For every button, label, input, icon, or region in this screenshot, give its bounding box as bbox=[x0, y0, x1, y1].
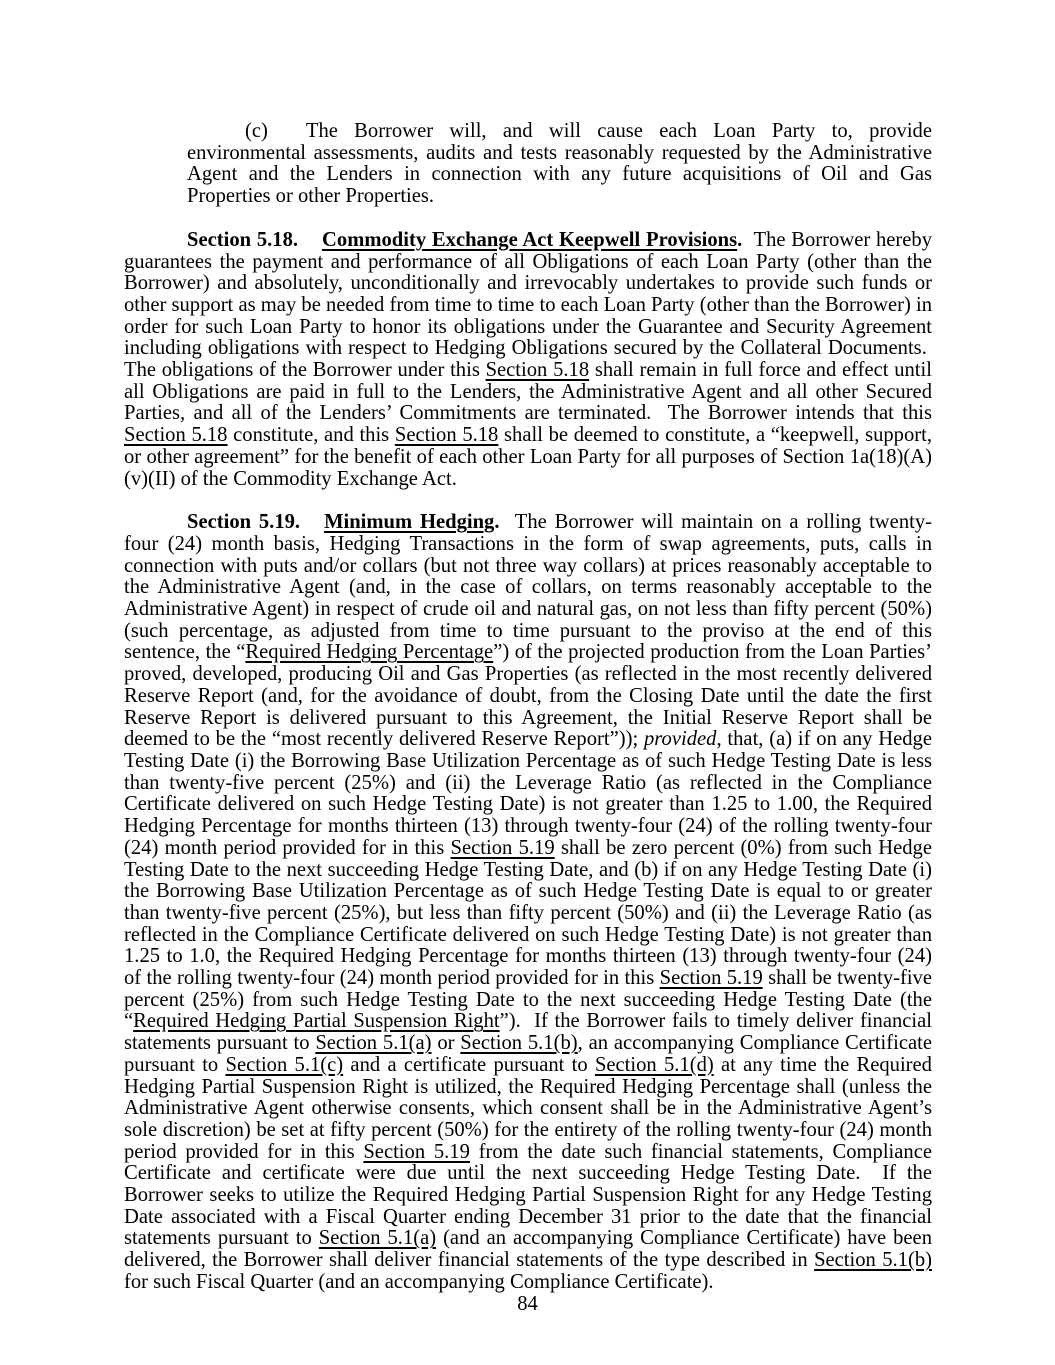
body-text-run: shall be zero percent (0%) from such Hedge Testing Date to the next succeeding Hedge Testing Date, and (b) if on any Hedge Testing Date (i) the Borrowing Base Utilization Percentage as of such Hedge Testing Date is equal to or greater than twenty-five percent (25%), but less than fifty percent (50%) and (ii) the Leverage Ratio (as reflected in the Compliance Certificate delivered on such Hedge Testing Date) is not greater than 1.25 to 1.0, the Required Hedging Percentage for months thirteen (13) through twenty-four (24) of the rolling twenty-four (24) month period provided for in this bbox=[124, 836, 932, 990]
body-text-run: from the date such financial statements, Compliance Certificate and certificate were due until the next succeeding Hedge Testing Date. If the Borrower seeks to utilize the Required Hedging Partial Suspension Right for any Hedge Testing Date associated with a Fiscal Quarter ending December 31 prior to the date that the financial statements pursuant to bbox=[124, 1140, 932, 1250]
section-5-18-ref: Section 5.18 bbox=[124, 424, 228, 447]
section-5-1a-ref: Section 5.1(a) bbox=[318, 1227, 437, 1250]
body-text-run: , that, (a) if on any Hedge Testing Date (i) the Borrowing Base Utilization Percentage as of such Hedge Testing Date is less than twenty-five percent (25%) and (ii) the Leverage Ratio (as reflected in the Compliance Certificate delivered on such Hedge Testing Date) is not greater than 1.25 to 1.00, the Required Hedging Percentage for months thirteen (13) through twenty-four (24) of the rolling twenty-four (24) month period provided for in this bbox=[124, 728, 932, 859]
body-text-run: and a certificate pursuant to bbox=[343, 1053, 595, 1076]
clause-c-text: The Borrower will, and will cause each Loan Party to, provide environmental assessments, audits and tests reasonably requested by the Administrative Agent and the Lenders in connection with any future acquisitions of Oil and Gas Properties or other Properties. bbox=[187, 120, 932, 208]
section-5-19-ref: Section 5.19 bbox=[363, 1140, 470, 1163]
body-text-run: shall remain in full force and effect until all Obligations are paid in full to the Lenders, the Administrative Agent and all other Secured Parties, and all of the Lenders’ Commitments are terminated. The Borrower intends that this bbox=[124, 359, 932, 425]
section-5-1b-ref: Section 5.1(b) bbox=[460, 1032, 578, 1055]
paragraph-clause-c bbox=[187, 121, 932, 208]
provided-emphasis: provided bbox=[644, 728, 717, 751]
required-hedging-partial-suspension-right-term: Required Hedging Partial Suspension Right bbox=[133, 1010, 500, 1033]
section-5-1d-ref: Section 5.1(d) bbox=[594, 1053, 714, 1076]
body-text-run: for such Fiscal Quarter (and an accompanying Compliance Certificate). bbox=[124, 1270, 714, 1293]
section-5-18-label: Section 5.18. bbox=[187, 228, 299, 251]
section-5-1b-ref: Section 5.1(b) bbox=[814, 1249, 932, 1272]
section-5-19-label: Section 5.19. bbox=[187, 511, 301, 534]
section-5-18-ref: Section 5.18 bbox=[394, 424, 499, 447]
section-5-18-heading: Commodity Exchange Act Keepwell Provisions bbox=[322, 228, 738, 251]
body-text-run: ”). If the Borrower fails to timely deliver financial statements pursuant to bbox=[124, 1010, 932, 1055]
required-hedging-percentage-term: Required Hedging Percentage bbox=[245, 641, 494, 664]
body-text-run: ”) of the projected production from the Loan Parties’ proved, developed, producing Oil and Gas Properties (as reflected in the most recently delivered Reserve Report (and, for the avoidance of doubt, from the Closing Date until the date the first Reserve Report is delivered pursuant to this Agreement, the Initial Reserve Report shall be deemed to be the “most recently delivered Reserve Report”)); bbox=[124, 641, 932, 751]
paragraph-section-5-18 bbox=[124, 230, 932, 490]
body-text-run: constitute, and this bbox=[227, 424, 395, 447]
section-5-19-ref: Section 5.19 bbox=[659, 967, 763, 990]
page-content bbox=[124, 121, 932, 1294]
body-text-run: or bbox=[431, 1032, 461, 1055]
section-5-18-ref: Section 5.18 bbox=[485, 359, 590, 382]
paragraph-section-5-19 bbox=[124, 512, 932, 1293]
body-text-run: , an accompanying Compliance Certificate pursuant to bbox=[124, 1032, 932, 1076]
clause-c-label: (c) bbox=[245, 120, 268, 142]
page-number: 84 bbox=[517, 1293, 538, 1315]
section-5-19-heading: Minimum Hedging bbox=[324, 511, 495, 534]
body-text-run: shall be twenty-five percent (25%) from such Hedge Testing Date to the next succeeding Hedge Testing Date (the “ bbox=[124, 967, 932, 1033]
heading-period: . bbox=[494, 511, 500, 534]
section-5-1a-ref: Section 5.1(a) bbox=[315, 1032, 432, 1055]
body-text-run: The Borrower will maintain on a rolling twenty-four (24) month basis, Hedging Transactions in the form of swap agreements, puts, calls in connection with puts and/or collars (but not three way collars) at prices reasonably acceptable to the Administrative Agent (and, in the case of collars, on terms reasonably acceptable to the Administrative Agent) in respect of crude oil and natural gas, on not less than fifty percent (50%) (such percentage, as adjusted from time to time pursuant to the proviso at the end of this sentence, the “ bbox=[124, 511, 932, 664]
body-text-run: The Borrower hereby guarantees the payment and performance of all Obligations of each Loan Party (other than the Borrower) and absolutely, unconditionally and irrevocably undertakes to provide such funds or other support as may be needed from time to time to each Loan Party (other than the Borrower) in order for such Loan Party to honor its obligations under the Guarantee and Security Agreement including obligations with respect to Hedging Obligations secured by the Collateral Documents. The obligations of the Borrower under this bbox=[124, 228, 932, 382]
section-5-1c-ref: Section 5.1(c) bbox=[225, 1053, 344, 1076]
section-5-19-ref: Section 5.19 bbox=[450, 836, 555, 859]
body-text-run: shall be deemed to constitute, a “keepwell, support, or other agreement” for the benefit of each other Loan Party for all purposes of Section 1a(18)(A)(v)(II) of the Commodity Exchange Act. bbox=[124, 424, 932, 490]
body-text-run: at any time the Required Hedging Partial Suspension Right is utilized, the Required Hedging Percentage shall (unless the Administrative Agent otherwise consents, which consent shall be in the Administrative Agent’s sole discretion) be set at fifty percent (50%) for the entirety of the rolling twenty-four (24) month period provided for in this bbox=[124, 1053, 932, 1163]
body-text-run: (and an accompanying Compliance Certificate) have been delivered, the Borrower shall deliver financial statements of the type described in bbox=[124, 1227, 932, 1272]
heading-period: . bbox=[737, 228, 743, 251]
